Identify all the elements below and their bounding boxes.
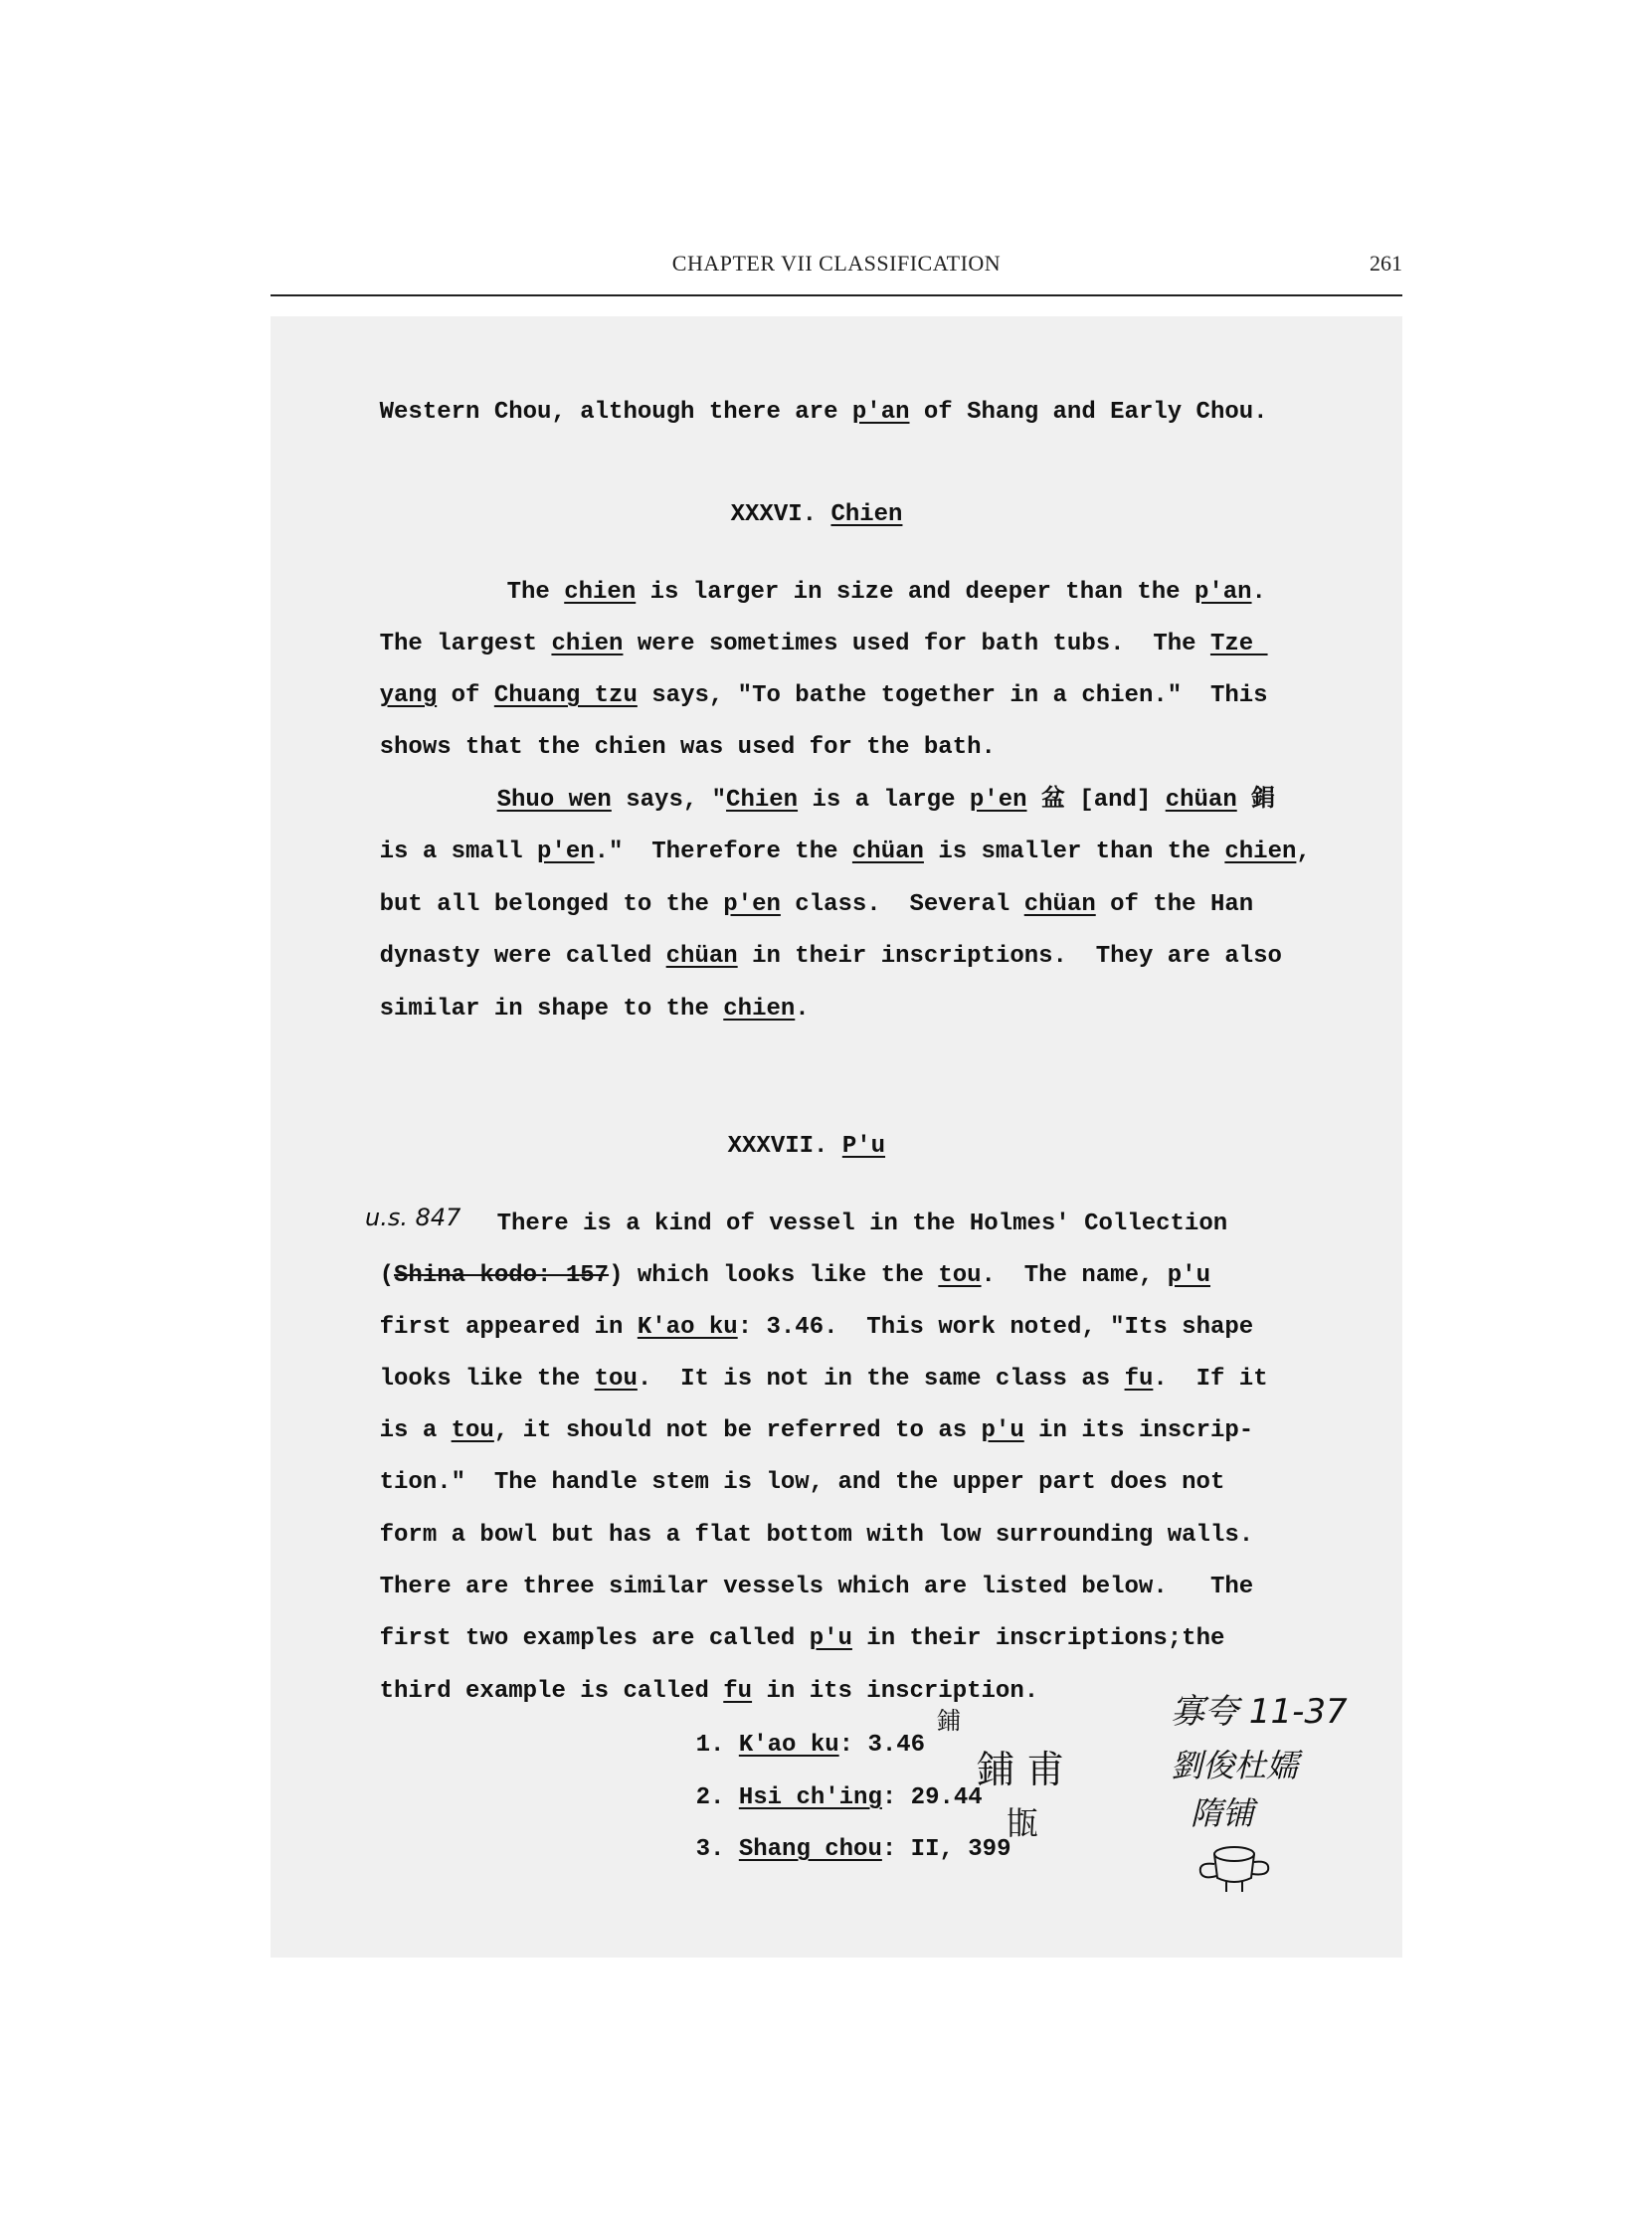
text-segment: first appeared in: [379, 1314, 638, 1341]
text-segment: says, "To bathe together in a chien." This: [637, 682, 1268, 709]
underlined-term: tou: [451, 1417, 494, 1444]
text-segment: of Shang and Early Chou.: [909, 399, 1268, 426]
text-segment: were sometimes used for bath tubs. The: [623, 631, 1210, 657]
text-segment: form a bowl but has a flat bottom with low surrounding walls.: [379, 1522, 1254, 1549]
handwritten-note: 鋪 甫: [977, 1748, 1065, 1791]
underlined-term: chüan: [665, 943, 738, 970]
text-segment: dynasty were called: [379, 943, 666, 970]
section-title: Chien: [830, 501, 903, 528]
handwritten-margin-note: 寡夸 11-37: [1171, 1692, 1348, 1732]
text-segment: looks like the: [379, 1366, 595, 1393]
text-segment: .: [795, 996, 810, 1023]
text-segment: third example is called: [379, 1678, 724, 1705]
page-number: 261: [1370, 251, 1402, 276]
underlined-term: chüan: [1165, 787, 1237, 814]
underlined-term: tou: [594, 1366, 638, 1393]
text-segment: of the Han: [1095, 891, 1254, 918]
underlined-term: p'an: [1193, 579, 1252, 606]
text-segment: The: [506, 579, 565, 606]
underlined-term: chien: [564, 579, 637, 606]
list-item: [639, 1805, 1010, 1895]
underlined-term: yang: [379, 682, 438, 709]
list-number: 2.: [695, 1784, 739, 1811]
text-segment: . The name,: [981, 1262, 1168, 1289]
text-segment: ) which looks like the: [609, 1262, 939, 1289]
text-line: [322, 965, 810, 1054]
running-header: [271, 247, 1402, 296]
text-segment: is a: [379, 1417, 452, 1444]
typescript-sheet: [271, 316, 1402, 1958]
text-segment: , it should not be referred to as: [493, 1417, 982, 1444]
underlined-term: Chien: [726, 787, 799, 814]
text-segment: in their inscriptions;the: [851, 1625, 1225, 1652]
underlined-term: p'en: [969, 787, 1027, 814]
underlined-term: p'en: [723, 891, 781, 918]
underlined-term: chien: [551, 631, 624, 657]
text-segment: : II, 399: [881, 1836, 1011, 1863]
underlined-term: K'ao ku: [738, 1732, 839, 1759]
text-segment: Western Chou, although there are: [379, 399, 852, 426]
text-segment: is smaller than the: [923, 839, 1225, 865]
underlined-term: Hsi ch'ing: [738, 1784, 882, 1811]
text-segment: says, ": [611, 787, 727, 814]
text-segment: : 29.44: [881, 1784, 983, 1811]
text-segment: class. Several: [780, 891, 1024, 918]
section-number: XXXVI.: [730, 501, 831, 528]
underlined-term: fu: [1124, 1366, 1154, 1393]
list-number: 1.: [695, 1732, 739, 1759]
struck-reference: Shina kodo: 157: [394, 1262, 610, 1289]
text-segment: The largest: [379, 631, 552, 657]
vessel-sketch-icon: [1191, 1838, 1280, 1908]
handwritten-note: 㽍: [1007, 1804, 1039, 1842]
underlined-term: tou: [938, 1262, 982, 1289]
underlined-term: Shang chou: [738, 1836, 882, 1863]
underlined-term: Tze: [1209, 631, 1268, 657]
underlined-term: Chuang tzu: [493, 682, 638, 709]
underlined-term: K'ao ku: [637, 1314, 738, 1341]
underlined-term: chien: [723, 996, 796, 1023]
text-segment: (: [379, 1262, 395, 1289]
text-segment: . It is not in the same class as: [637, 1366, 1125, 1393]
handwritten-us-number: u.s. 847: [365, 1204, 461, 1231]
text-segment: in its inscription.: [752, 1678, 1039, 1705]
underlined-term: fu: [723, 1678, 753, 1705]
text-segment: : 3.46: [838, 1732, 926, 1759]
text-segment: 鋗: [1236, 787, 1276, 814]
text-segment: of: [437, 682, 494, 709]
text-segment: is a small: [379, 839, 538, 865]
section-title: P'u: [841, 1133, 886, 1160]
text-segment: tion." The handle stem is low, and the upper part does not: [379, 1469, 1225, 1496]
section-heading: [673, 470, 902, 560]
text-segment: shows that the chien was used for the bath.: [379, 734, 996, 761]
text-segment: ." Therefore the: [594, 839, 852, 865]
text-segment: : 3.46. This work noted, "Its shape: [737, 1314, 1254, 1341]
underlined-term: p'u: [981, 1417, 1024, 1444]
underlined-term: chüan: [1023, 891, 1096, 918]
text-segment: in its inscrip-: [1023, 1417, 1254, 1444]
handwritten-margin-note: 劉俊杜嬬: [1171, 1747, 1299, 1784]
text-segment: There are three similar vessels which are listed below. The: [379, 1574, 1254, 1600]
section-heading: [670, 1102, 885, 1192]
underlined-term: p'en: [537, 839, 595, 865]
underlined-term: p'an: [851, 399, 910, 426]
text-segment: 盆 [and]: [1026, 787, 1166, 814]
text-segment: . If it: [1153, 1366, 1268, 1393]
chapter-title: CHAPTER VII CLASSIFICATION: [671, 251, 1002, 276]
text-line: [322, 368, 1268, 458]
underlined-term: p'u: [809, 1625, 852, 1652]
text-segment: ,: [1296, 839, 1311, 865]
text-segment: is a large: [798, 787, 970, 814]
text-segment: similar in shape to the: [379, 996, 724, 1023]
handwritten-margin-note: 隋铺: [1191, 1794, 1255, 1832]
text-segment: in their inscriptions. They are also: [737, 943, 1282, 970]
underlined-term: p'u: [1167, 1262, 1210, 1289]
text-segment: but all belonged to the: [379, 891, 724, 918]
text-segment: There is a kind of vessel in the Holmes' Collection: [496, 1211, 1228, 1237]
underlined-term: chien: [1224, 839, 1297, 865]
underlined-term: Shuo wen: [496, 787, 612, 814]
text-segment: is larger in size and deeper than the: [636, 579, 1194, 606]
underlined-term: chüan: [851, 839, 924, 865]
text-segment: .: [1251, 579, 1266, 606]
section-number: XXXVII.: [727, 1133, 842, 1160]
list-number: 3.: [695, 1836, 739, 1863]
text-segment: first two examples are called: [379, 1625, 810, 1652]
handwritten-note: 鋪: [937, 1707, 961, 1735]
